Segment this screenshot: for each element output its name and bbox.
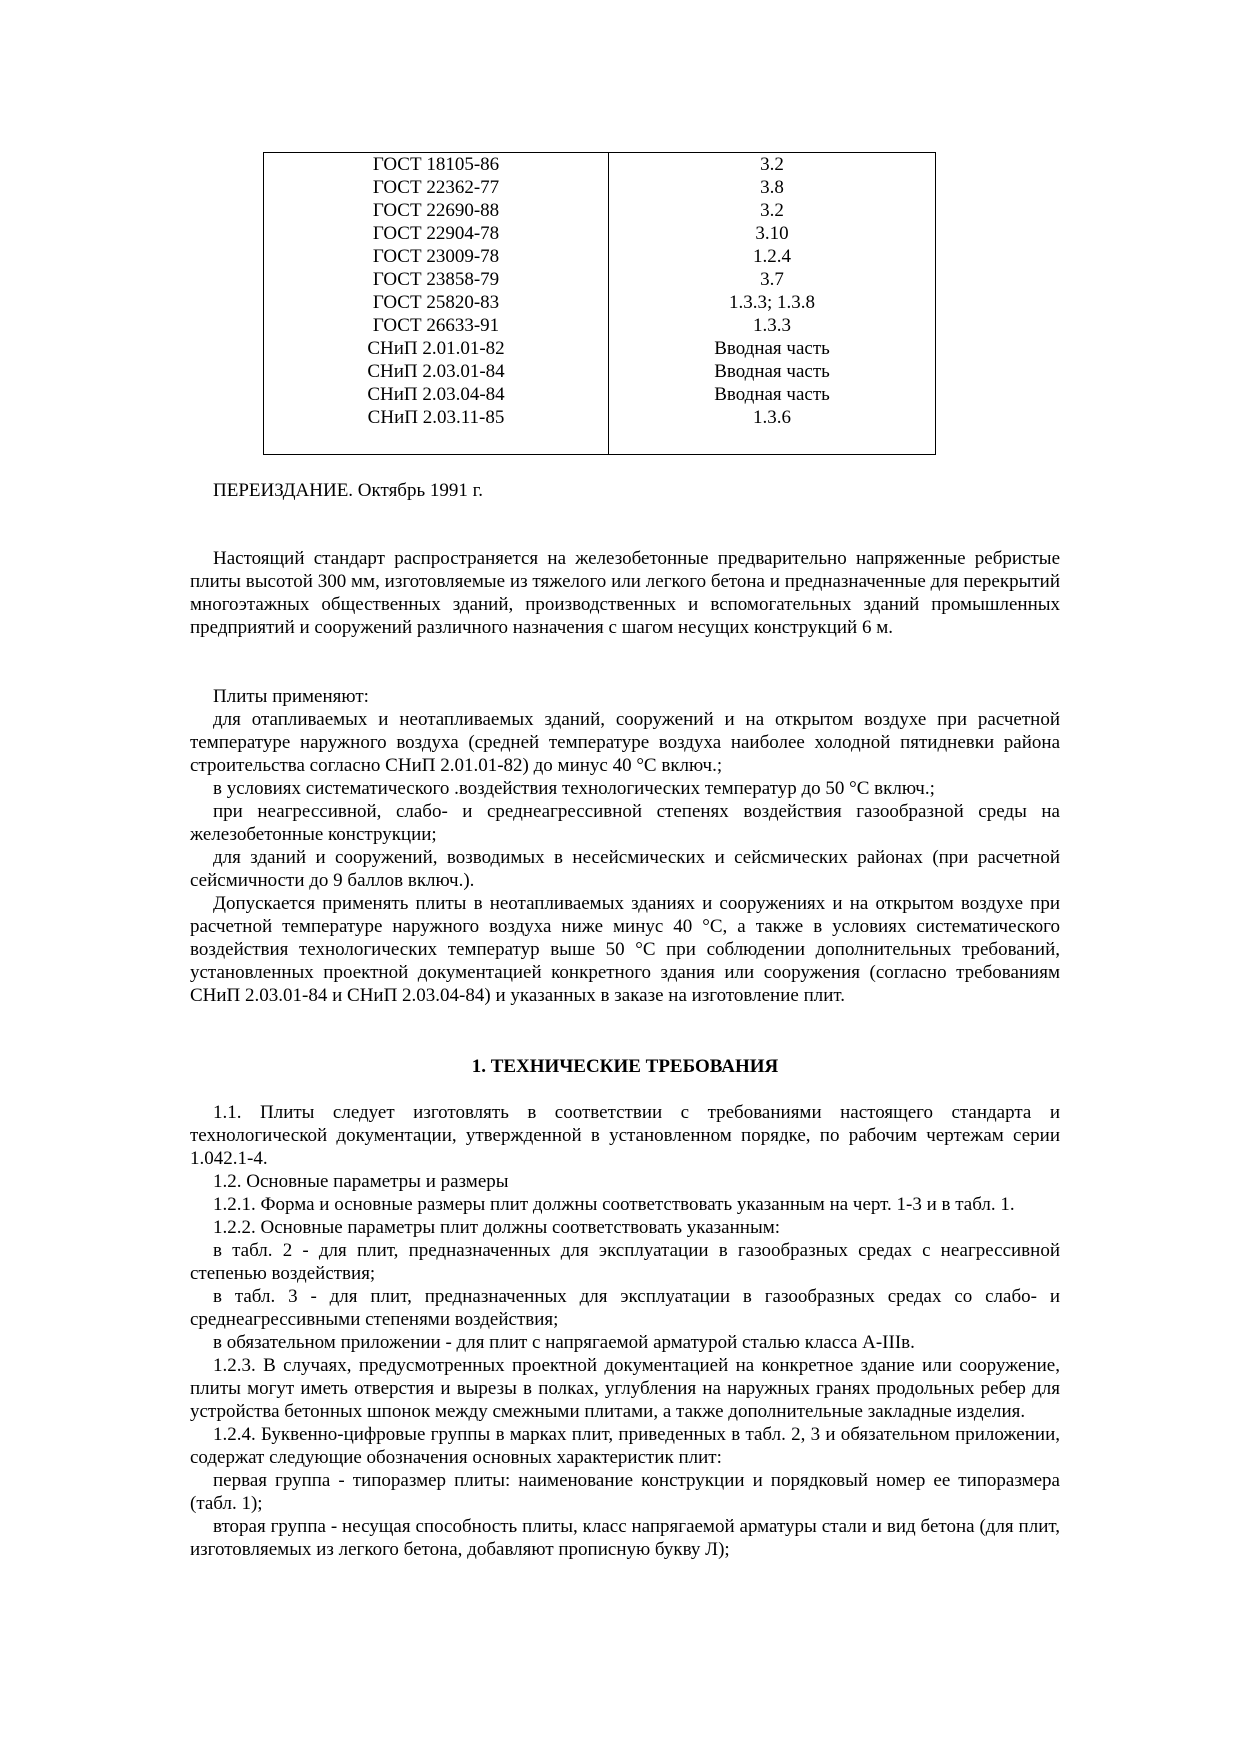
reference-doc-cell: СНиП 2.03.11-85: [367, 407, 505, 428]
reference-clause-column: [609, 153, 935, 454]
section-paragraph: вторая группа - несущая способность плиты, класс напрягаемой арматуры стали и вид бетона (для плит, изготовляемых из легкого бетона, добавляют прописную букву Л);: [190, 1516, 1060, 1560]
reference-doc-cell: СНиП 2.01.01-82: [367, 338, 505, 359]
reference-doc-cell: ГОСТ 23858-79: [372, 269, 500, 290]
section-heading-block: [190, 1055, 1060, 1078]
application-paragraph: Плиты применяют:: [213, 686, 369, 707]
reference-clause-cell: 3.10: [755, 223, 789, 244]
reference-clause-cell: Вводная часть: [714, 361, 830, 382]
application-paragraph: при неагрессивной, слабо- и среднеагрессивной степенях воздействия газообразной среды на железобетонные конструкции;: [190, 801, 1060, 845]
section-paragraph: в табл. 3 - для плит, предназначенных для эксплуатации в газообразных средах со слабо- и среднеагрессивными степенями воздействия;: [190, 1286, 1060, 1330]
intro-paragraph: Настоящий стандарт распространяется на железобетонные предварительно напряженные ребристые плиты высотой 300 мм, изготовляемые из тяжелого или легкого бетона и предназначенные для перекрытий многоэтажных общественных зданий, производственных и вспомогательных зданий промышленных предприятий и сооружений различного назначения с шагом несущих конструкций 6 м.: [190, 548, 1060, 638]
application-paragraph: для отапливаемых и неотапливаемых зданий, сооружений и на открытом воздухе при расчетной температуре наружного воздуха (средней температуре воздуха наиболее холодной пятидневки района строительства согласно СНиП 2.01.01-82) до минус 40 °С включ.;: [190, 709, 1060, 776]
reference-clause-cell: Вводная часть: [714, 338, 830, 359]
application-block: [190, 685, 1060, 1007]
section-paragraph: 1.2.2. Основные параметры плит должны соответствовать указанным:: [213, 1217, 781, 1238]
reference-clause-cell: 1.3.3: [753, 315, 791, 336]
reference-doc-cell: СНиП 2.03.04-84: [367, 384, 505, 405]
reference-clause-cell: 3.7: [760, 269, 784, 290]
section-paragraph: 1.2. Основные параметры и размеры: [213, 1171, 509, 1192]
application-paragraph: в условиях систематического .воздействия технологических температур до 50 °С включ.;: [213, 778, 935, 799]
reference-doc-cell: ГОСТ 22362-77: [372, 177, 500, 198]
intro-block: [190, 547, 1060, 639]
reference-doc-cell: ГОСТ 22690-88: [372, 200, 500, 221]
section-paragraph: 1.1. Плиты следует изготовлять в соответствии с требованиями настоящего стандарта и технологической документации, утвержденной в установленном порядке, по рабочим чертежам серии 1.042.1-4.: [190, 1102, 1060, 1169]
reference-doc-cell: ГОСТ 18105-86: [372, 154, 500, 175]
reference-doc-cell: СНиП 2.03.01-84: [367, 361, 505, 382]
reference-table: [263, 152, 936, 455]
reference-clause-cell: 3.2: [760, 200, 784, 221]
section-paragraph: первая группа - типоразмер плиты: наименование конструкции и порядковый номер ее типоразмера (табл. 1);: [190, 1470, 1060, 1514]
reference-clause-cell: Вводная часть: [714, 384, 830, 405]
reference-doc-cell: ГОСТ 23009-78: [372, 246, 500, 267]
reference-doc-column: [264, 153, 609, 454]
application-paragraph: для зданий и сооружений, возводимых в несейсмических и сейсмических районах (при расчетной сейсмичности до 9 баллов включ.).: [190, 847, 1060, 891]
application-paragraph: Допускается применять плиты в неотапливаемых зданиях и сооружениях и на открытом воздухе при расчетной температуре наружного воздуха ниже минус 40 °С, а также в условиях систематического воздействия технологических температур выше 50 °С при соблюдении дополнительных требований, установленных проектной документацией конкретного здания или сооружения (согласно требованиям СНиП 2.03.01-84 и СНиП 2.03.04-84) и указанных в заказе на изготовление плит.: [190, 893, 1060, 1006]
reference-clause-cell: 3.8: [760, 177, 784, 198]
reissue-note: ПЕРЕИЗДАНИЕ. Октябрь 1991 г.: [213, 480, 484, 501]
section-paragraph: в табл. 2 - для плит, предназначенных для эксплуатации в газообразных средах с неагрессивной степенью воздействия;: [190, 1240, 1060, 1284]
reference-doc-cell: ГОСТ 25820-83: [372, 292, 500, 313]
section-heading: 1. ТЕХНИЧЕСКИЕ ТРЕБОВАНИЯ: [471, 1056, 779, 1077]
section-paragraph: 1.2.3. В случаях, предусмотренных проектной документацией на конкретное здание или сооружение, плиты могут иметь отверстия и вырезы в полках, углубления на наружных гранях продольных ребер для устройства бетонных шпонок между смежными плитами, а также дополнительные закладные изделия.: [190, 1355, 1060, 1422]
reference-clause-cell: 1.3.3; 1.3.8: [728, 292, 816, 313]
reference-doc-cell: ГОСТ 22904-78: [372, 223, 500, 244]
section-block: [190, 1101, 1060, 1561]
section-paragraph: 1.2.1. Форма и основные размеры плит должны соответствовать указанным на черт. 1-3 и в табл. 1.: [213, 1194, 1015, 1215]
reference-clause-cell: 1.3.6: [753, 407, 791, 428]
reference-doc-cell: ГОСТ 26633-91: [372, 315, 500, 336]
section-paragraph: 1.2.4. Буквенно-цифровые группы в марках плит, приведенных в табл. 2, 3 и обязательном приложении, содержат следующие обозначения основных характеристик плит:: [190, 1424, 1060, 1468]
reference-clause-cell: 1.2.4: [753, 246, 791, 267]
section-paragraph: в обязательном приложении - для плит с напрягаемой арматурой сталью класса А-IIIв.: [213, 1332, 915, 1353]
reference-clause-cell: 3.2: [760, 154, 784, 175]
